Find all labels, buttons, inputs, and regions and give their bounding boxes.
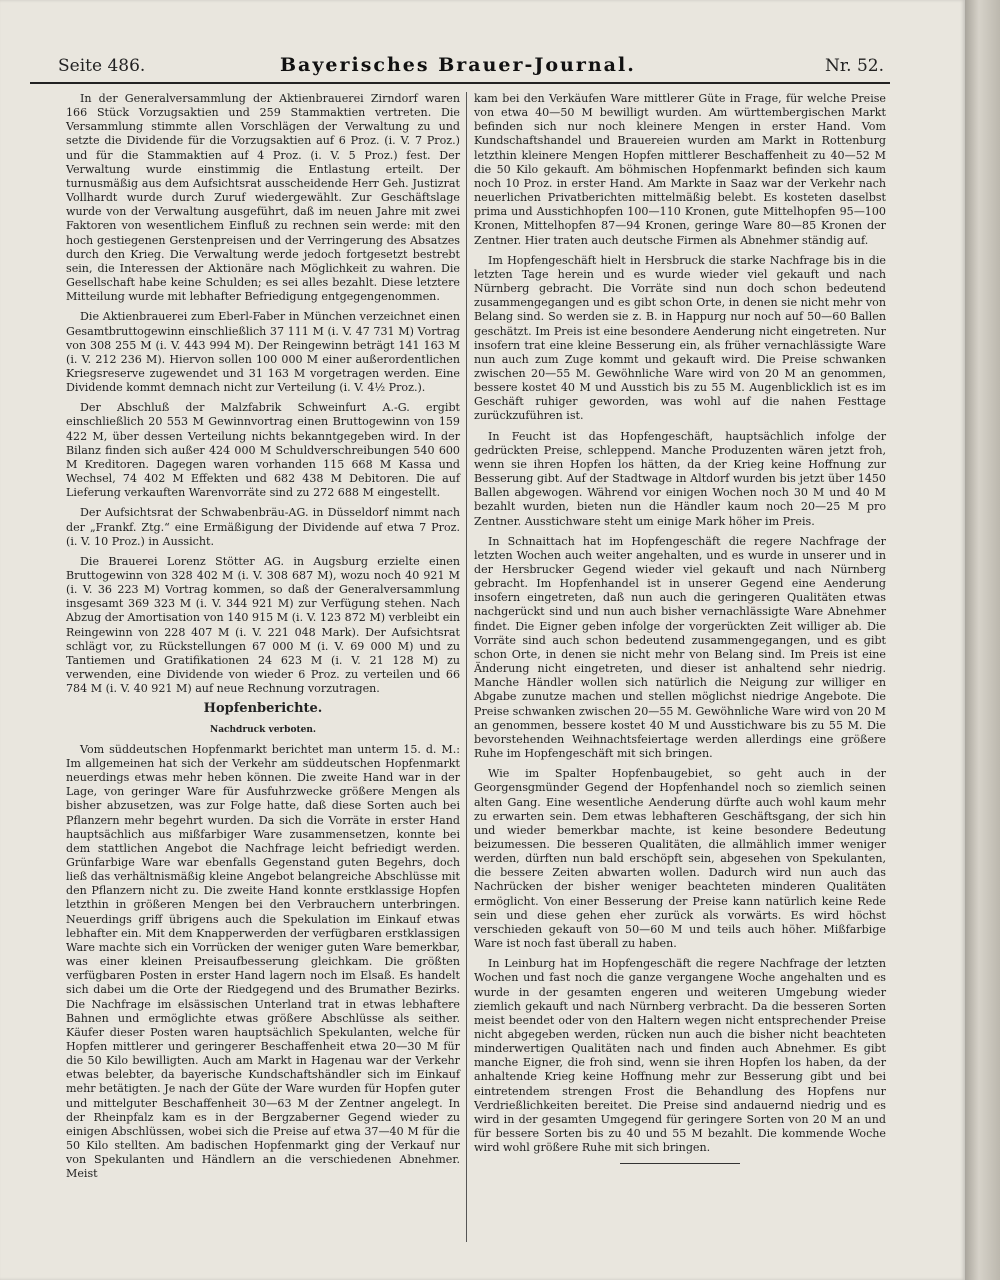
article-paragraph: kam bei den Verkäufen Ware mittlerer Güte in Frage, für welche Preise von etwa 40—50 M bewilligt wurden. Am württembergischen Markt befinden sich nur noch kleinere Mengen in erster Hand. Vom Kundschaftshandel und Brauereien wurden am Markt in Rottenburg letzthin kleinere Mengen Hopfen mittlerer Beschaffenheit zu 40—52 M die 50 Kilo gekauft. Am böhmischen Hopfenmarkt befinden sich kaum noch 10 Proz. in erster Hand. Am Markte in Saaz war der Verkehr nach neuerlichen Privatberichten mittelmäßig belebt. Es kosteten daselbst prima und Ausstichhopfen 100—110 Kronen, gute Mittelhopfen 95—100 Kronen, Mittelhopfen 87—94 Kronen, geringe Ware 80—85 Kronen der Zentner. Hier traten auch deutsche Firmen als Abnehmer ständig auf. — [474, 92, 886, 247]
article-paragraph: Im Hopfengeschäft hielt in Hersbruck die starke Nachfrage bis in die letzten Tage herein und es wurde wieder viel gekauft und nach Nürnberg gebracht. Die Vorräte sind nun doch schon bedeutend zusammengegangen und es gibt schon Orte, in denen sie nicht mehr von Belang sind. So werden sie z. B. in Happurg nur noch auf 50—60 Ballen geschätzt. Im Preis ist eine besondere Aenderung nicht eingetreten. Nur insofern trat eine kleine Besserung ein, als früher vernachlässigte Ware nun auch zum Zuge kommt und gekauft wird. Die Preise schwanken zwischen 20—55 M. Gewöhnliche Ware wird von 20 M an genommen, bessere kostet 40 M und Ausstich bis zu 55 M. Augenblicklich ist es im Geschäft ruhiger geworden, was wohl auf die nahen Festtage zurückzuführen ist. — [474, 253, 886, 423]
section-heading: Hopfenberichte. — [203, 701, 323, 717]
reprint-notice: Nachdruck verboten. — [209, 724, 317, 735]
end-rule — [620, 1163, 740, 1164]
article-paragraph: Der Aufsichtsrat der Schwabenbräu-AG. in Düsseldorf nimmt nach der „Frankf. Ztg.“ eine Ermäßigung der Dividende auf etwa 7 Proz. (i. V. 10 Proz.) in Aussicht. — [66, 506, 460, 548]
article-paragraph: In Leinburg hat im Hopfengeschäft die regere Nachfrage der letzten Wochen und fast noch die ganze vergangene Woche angehalten und es wurde in der gesamten engeren und weiteren Umgebung wieder ziemlich gekauft und nach Nürnberg verbracht. Da die besseren Sorten meist beendet oder von den Haltern wegen nicht entsprechender Preise nicht abgegeben werden, rücken nun auch die bisher nicht beachteten minderwertigen Qualitäten nach und finden auch Abnehmer. Es gibt manche Eigner, die froh sind, wenn sie ihren Hopfen los haben, da der anhaltende Krieg keine Hoffnung mehr zur Besserung gibt und bei eintretendem strengen Frost die Behandlung des Hopfens nur Verdrießlichkeiten bereitet. Die Preise sind andauernd niedrig und es wird in der gesamten Umgegend für geringere Sorten von 20 M an und für bessere Sorten bis zu 40 und 55 M bezahlt. Die kommende Woche wird wohl größere Ruhe mit sich bringen. — [474, 957, 886, 1155]
article-paragraph: Die Brauerei Lorenz Stötter AG. in Augsburg erzielte einen Bruttogewinn von 328 402 M (i. V. 308 687 M), wozu noch 40 921 M (i. V. 36 223 M) Vortrag kommen, so daß der Generalversammlung insgesamt 369 323 M (i. V. 344 921 M) zur Verfügung stehen. Nach Abzug der Amortisation von 140 915 M (i. V. 123 872 M) verbleibt ein Reingewinn von 228 407 M (i. V. 221 048 Mark). Der Aufsichtsrat schlägt vor, zu Rückstellungen 67 000 M (i. V. 69 000 M) und zu Tantiemen und Gratifikationen 24 623 M (i. V. 21 128 M) zu verwenden, eine Dividende von wieder 6 Proz. zu verteilen und 66 784 M (i. V. 40 921 M) auf neue Rechnung vorzutragen. — [66, 554, 460, 696]
issue-number: Nr. 52. — [825, 56, 884, 76]
page-header — [30, 52, 890, 84]
journal-title: Bayerisches Brauer-Journal. — [280, 54, 636, 76]
article-paragraph: Die Aktienbrauerei zum Eberl-Faber in München verzeichnet einen Gesamtbruttogewinn einschließlich 37 111 M (i. V. 47 731 M) Vortrag von 308 255 M (i. V. 443 994 M). Der Reingewinn beträgt 141 163 M (i. V. 212 236 M). Hiervon sollen 100 000 M einer außerordentlichen Kriegsreserve zugewendet und 31 163 M vorgetragen werden. Eine Dividende kommt demnach nicht zur Verteilung (i. V. 4½ Proz.). — [66, 310, 460, 395]
article-paragraph: Vom süddeutschen Hopfenmarkt berichtet man unterm 15. d. M.: Im allgemeinen hat sich der Verkehr am süddeutschen Hopfenmarkt neuerdings etwas mehr heben können. Die zweite Hand war in der Lage, von geringer Ware für Ausfuhrzwecke größere Mengen als bisher abzusetzen, was zur Folge hatte, daß diese Sorten auch bei Pflanzern mehr begehrt wurden. Da sich die Vorräte in erster Hand hauptsächlich aus mißfarbiger Ware zusammensetzen, konnte bei dem stattlichen Angebot die Nachfrage leicht befriedigt werden. Grünfarbige Ware war ebenfalls Gegenstand guten Begehrs, doch ließ das verhältnismäßig kleine Angebot belangreiche Abschlüsse mit den Pflanzern nicht zu. Die zweite Hand konnte erstklassige Hopfen letzthin in größeren Mengen bei den Verbrauchern unterbringen. Neuerdings griff übrigens auch die Spekulation im Einkauf etwas lebhafter ein. Mit dem Knapperwerden der verfügbaren erstklassigen Ware machte sich ein Vorrücken der weniger guten Ware bemerkbar, was einer kleinen Preisaufbesserung gleichkam. Die größten verfügbaren Posten in erster Hand lagern noch im Elsaß. Es handelt sich dabei um die Orte der Riedgegend und des Brumather Bezirks. Die Nachfrage im elsässischen Unterland trat in etwas lebhaftere Bahnen und ermöglichte etwas größere Abschlüsse als seither. Käufer dieser Posten waren hauptsächlich Spekulanten, welche für Hopfen mittlerer und geringerer Beschaffenheit etwa 20—30 M für die 50 Kilo bewilligten. Auch am Markt in Hagenau war der Verkehr etwas belebter, da bayerische Kundschaftshändler sich im Einkauf mehr betätigten. Je nach der Güte der Ware wurden für Hopfen guter und mittelguter Beschaffenheit 30—63 M der Zentner angelegt. In der Rheinpfalz kam es in der Bergzaberner Gegend wieder zu einigen Abschlüssen, wobei sich die Preise auf etwa 37—40 M für die 50 Kilo stellten. Am badischen Hopfenmarkt ging der Verkauf nur von Spekulanten und Händlern an die verschiedenen Abnehmer. Meist — [66, 742, 460, 1181]
article-paragraph: Wie im Spalter Hopfenbaugebiet, so geht auch in der Georgensgmünder Gegend der Hopfenhandel noch so ziemlich seinen alten Gang. Eine wesentliche Aenderung dürfte auch wohl kaum mehr zu erwarten sein. Dem etwas lebhafteren Geschäftsgang, der sich hin und wieder bemerkbar machte, ist keine besondere Bedeutung beizumessen. Die besseren Qualitäten, die allmählich immer weniger werden, dürften nun bald erschöpft sein, abgesehen von Spekulanten, die bessere Zeiten abwarten wollen. Dadurch wird nun auch das Nachrücken der bisher weniger beachteten minderen Qualitäten ermöglicht. Von einer Besserung der Preise kann natürlich keine Rede sein und diese gehen eher zurück als vorwärts. Es wird höchst verschieden gekauft von 50—60 M und teils auch höher. Mißfarbige Ware ist noch fast überall zu haben. — [474, 767, 886, 951]
article-paragraph: In der Generalversammlung der Aktienbrauerei Zirndorf waren 166 Stück Vorzugsaktien und 259 Stammaktien vertreten. Die Versammlung stimmte allen Vorschlägen der Verwaltung zu und setzte die Dividende für die Vorzugsaktien auf 6 Proz. (i. V. 7 Proz.) und für die Stammaktien auf 4 Proz. (i. V. 5 Proz.) fest. Der Verwaltung wurde einstimmig die Entlastung erteilt. Der turnusmäßig aus dem Aufsichtsrat ausscheidende Herr Geh. Justizrat Vollhardt wurde durch Zuruf wiedergewählt. Zur Geschäftslage wurde von der Verwaltung ausgeführt, daß im neuen Jahre mit zwei Faktoren von wesentlichem Einfluß zu rechnen sein werde: mit den hoch gestiegenen Gerstenpreisen und der Verringerung des Absatzes durch den Krieg. Die Verwaltung werde jedoch fortgesetzt bestrebt sein, die Interessen der Aktionäre nach Möglichkeit zu wahren. Die Gesellschaft habe keine Schulden; es sei alles bezahlt. Diese letztere Mitteilung wurde mit lebhafter Befriedigung entgegengenommen. — [66, 92, 460, 304]
article-paragraph: In Feucht ist das Hopfengeschäft, hauptsächlich infolge der gedrückten Preise, schleppend. Manche Produzenten wären jetzt froh, wenn sie ihren Hopfen los hätten, da der Krieg keine Hoffnung zur Besserung gibt. Auf der Stadtwage in Altdorf wurden bis jetzt über 1450 Ballen abgewogen. Während vor einigen Wochen noch 30 M und 40 M bezahlt wurden, bieten nun die Händler kaum noch 20—25 M pro Zentner. Ausstichware steht um einige Mark höher im Preis. — [474, 429, 886, 528]
left-column — [66, 92, 460, 1242]
article-paragraph: Der Abschluß der Malzfabrik Schweinfurt A.-G. ergibt einschließlich 20 553 M Gewinnvortrag einen Bruttogewinn von 159 422 M, über dessen Verteilung nichts bekanntgegeben wird. In der Bilanz finden sich außer 424 000 M Schuldverschreibungen 540 600 M Kreditoren. Dagegen waren vorhanden 115 668 M Kassa und Wechsel, 74 402 M Effekten und 682 438 M Debitoren. Die auf Lieferung verkauften Warenvorräte sind zu 272 688 M eingestellt. — [66, 401, 460, 500]
article-paragraph: In Schnaittach hat im Hopfengeschäft die regere Nachfrage der letzten Wochen auch weiter angehalten, und es wurde in unserer und in der Hersbrucker Gegend wieder viel gekauft und nach Nürnberg gebracht. Im Hopfenhandel ist in unserer Gegend eine Aenderung insofern eingetreten, daß nun auch die geringeren Qualitäten etwas nachgerückt sind und nun auch bisher vernachlässigte Ware Abnehmer findet. Die Eigner geben infolge der vorgerückten Zeit williger ab. Die Vorräte sind auch schon bedeutend zusammengegangen, und es gibt schon Orte, in denen sie nicht mehr von Belang sind. Im Preis ist eine Änderung nicht eingetreten, und dieser ist anhaltend sehr niedrig. Manche Händler wollen sich natürlich die Neigung zur williger en Abgabe zunutze machen und stellen möglichst niedrige Angebote. Die Preise schwanken zwischen 20—55 M. Gewöhnliche Ware wird von 20 M an genommen, bessere kostet 40 M und Ausstichware bis zu 55 M. Die bevorstehenden Weihnachtsfeiertage werden allerdings eine größere Ruhe im Hopfengeschäft mit sich bringen. — [474, 534, 886, 761]
book-binding — [965, 0, 1000, 1280]
column-divider — [466, 92, 467, 1242]
page-number: Seite 486. — [58, 56, 146, 76]
right-column — [474, 92, 886, 1242]
